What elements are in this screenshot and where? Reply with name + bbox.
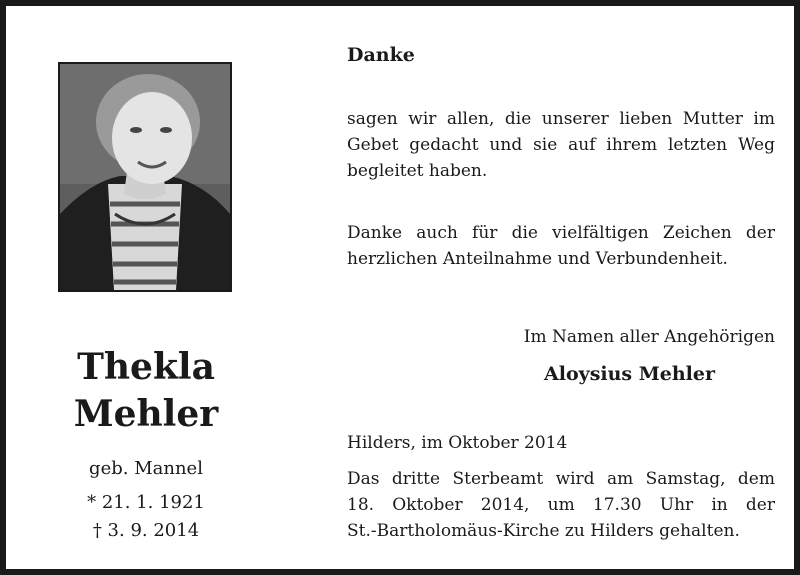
deceased-last-name: Mehler xyxy=(73,393,219,435)
text-line: herzlichen Anteilnahme und Verbundenheit. xyxy=(347,249,728,269)
text-line: Das dritte Sterbeamt wird am Samstag, dem xyxy=(347,469,775,489)
text-line: sagen wir allen, die unserer lieben Mutter im xyxy=(347,109,775,129)
on-behalf-text: Im Namen aller Angehörigen xyxy=(523,327,775,347)
condolence-paragraph xyxy=(347,220,775,272)
requiem-paragraph xyxy=(347,466,775,544)
thanks-paragraph xyxy=(347,106,775,184)
birth-name: geb. Mannel xyxy=(89,458,203,479)
text-line: St.-Bartholomäus-Kirche zu Hilders gehalten. xyxy=(347,521,740,541)
signer-name: Aloysius Mehler xyxy=(544,363,715,385)
text-line: Danke auch für die vielfältigen Zeichen der xyxy=(347,223,775,243)
birth-date: * 21. 1. 1921 xyxy=(87,492,205,513)
place-date: Hilders, im Oktober 2014 xyxy=(347,433,568,453)
text-line: begleitet haben. xyxy=(347,161,488,181)
text-line: 18. Oktober 2014, um 17.30 Uhr in der xyxy=(347,495,775,515)
death-date: † 3. 9. 2014 xyxy=(92,520,200,541)
text-line: Gebet gedacht und sie auf ihrem letzten Weg xyxy=(347,135,775,155)
deceased-first-name: Thekla xyxy=(77,346,215,388)
thanks-heading: Danke xyxy=(347,44,415,66)
portrait-image xyxy=(60,64,230,290)
portrait-photo xyxy=(58,62,232,292)
